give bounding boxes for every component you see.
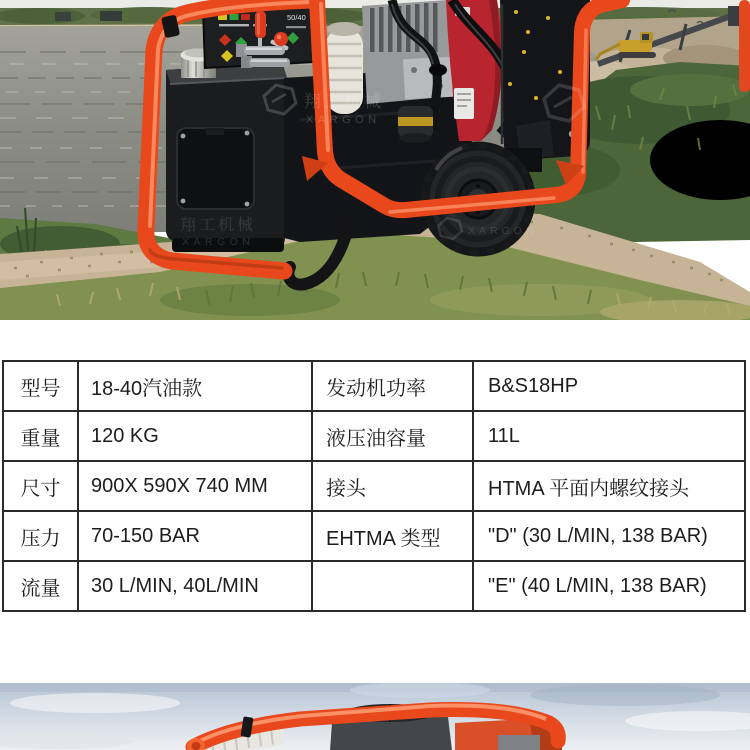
tank-door [177, 128, 254, 209]
panel-marking: 50/40 [287, 13, 306, 22]
spec-value: B&S18HP [473, 361, 745, 411]
spec-label: EHTMA 类型 [312, 511, 473, 561]
spec-label [312, 561, 473, 611]
svg-text:XARGON: XARGON [468, 225, 538, 237]
spec-value: 18-40汽油款 [78, 361, 312, 411]
spec-value: 11L [473, 411, 745, 461]
table-row [3, 461, 745, 511]
spec-value: "D" (30 L/MIN, 138 BAR) [473, 511, 745, 561]
spec-value: "E" (40 L/MIN, 138 BAR) [473, 561, 745, 611]
spec-table [2, 360, 746, 612]
sky-scene-photo [0, 683, 750, 750]
spec-value: 30 L/MIN, 40L/MIN [78, 561, 312, 611]
engine-label [454, 88, 474, 119]
svg-text:翔工机械: 翔工机械 [180, 217, 257, 234]
spec-label: 流量 [3, 561, 78, 611]
product-photo-secondary [0, 683, 750, 750]
spec-label: 发动机功率 [312, 361, 473, 411]
table-row [3, 411, 745, 461]
spec-value: 70-150 BAR [78, 511, 312, 561]
sticker-green [230, 14, 239, 20]
product-photo-main [0, 0, 750, 320]
table-row [3, 561, 745, 611]
spec-label: 接头 [312, 461, 473, 511]
air-filter [398, 106, 433, 143]
svg-text:翔工机械: 翔工机械 [304, 92, 384, 111]
spec-label: 型号 [3, 361, 78, 411]
svg-text:XARGON: XARGON [182, 236, 255, 248]
spec-value: 120 KG [78, 411, 312, 461]
frame-edge-strip [739, 0, 750, 92]
spec-value: 900X 590X 740 MM [78, 461, 312, 511]
spec-label: 压力 [3, 511, 78, 561]
table-row [3, 511, 745, 561]
spec-value: HTMA 平面内螺纹接头 [473, 461, 745, 511]
spec-label: 重量 [3, 411, 78, 461]
svg-text:XARGON: XARGON [306, 114, 381, 126]
spec-label: 尺寸 [3, 461, 78, 511]
table-row [3, 361, 745, 411]
sticker-red [241, 14, 250, 20]
outdoor-scene-photo [0, 0, 750, 320]
spec-label: 液压油容量 [312, 411, 473, 461]
